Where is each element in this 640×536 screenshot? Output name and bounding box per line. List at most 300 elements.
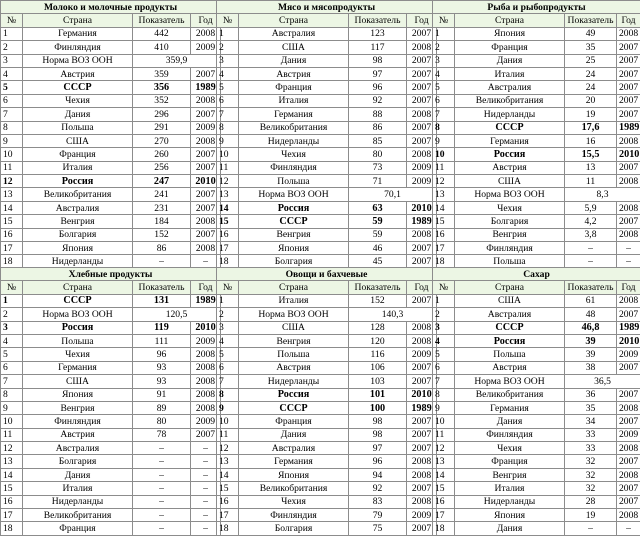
row-number: 13 — [1, 188, 23, 201]
header-year: Год — [407, 14, 437, 27]
row-country: Финляндия — [455, 428, 565, 441]
table-row — [217, 415, 437, 428]
row-year: 2007 — [617, 41, 640, 54]
row-year: 2007 — [617, 54, 640, 67]
row-value: 86 — [349, 121, 407, 134]
row-value: 291 — [133, 121, 191, 134]
row-country: СССР — [455, 321, 565, 334]
table-row — [217, 482, 437, 495]
row-country: Россия — [239, 388, 349, 401]
row-country: Германия — [239, 455, 349, 468]
table-row — [433, 321, 640, 334]
row-year: 2007 — [407, 294, 437, 307]
row-value: 33 — [565, 442, 617, 455]
row-country: Норма ВОЗ ООН — [239, 308, 349, 321]
table-title-row — [217, 268, 437, 281]
table-row — [217, 509, 437, 522]
row-number: 17 — [217, 242, 239, 255]
table-row — [1, 482, 221, 495]
table-title-row — [433, 1, 640, 14]
row-number: 15 — [217, 482, 239, 495]
table-title-row — [1, 268, 221, 281]
row-country: Болгария — [23, 228, 133, 241]
row-country: Австралия — [239, 27, 349, 40]
row-country: Россия — [23, 175, 133, 188]
row-country: Польша — [455, 255, 565, 268]
table-row — [433, 509, 640, 522]
table-fish — [432, 0, 640, 269]
table-title-row — [1, 1, 221, 14]
row-country: Чехия — [23, 94, 133, 107]
row-number: 14 — [433, 468, 455, 481]
row-value: 71 — [349, 175, 407, 188]
row-year: 2008 — [191, 27, 221, 40]
row-number: 17 — [1, 242, 23, 255]
row-value: 33 — [565, 428, 617, 441]
row-number: 7 — [217, 375, 239, 388]
row-value: 94 — [349, 468, 407, 481]
table-row — [433, 361, 640, 374]
row-value: 98 — [349, 415, 407, 428]
table-row — [1, 94, 221, 107]
table-row — [1, 509, 221, 522]
row-year: 2009 — [617, 348, 640, 361]
table-row — [433, 468, 640, 481]
row-value: – — [133, 468, 191, 481]
row-number: 9 — [217, 134, 239, 147]
row-value: 24 — [565, 67, 617, 80]
row-number: 6 — [1, 361, 23, 374]
row-number: 5 — [1, 348, 23, 361]
table-title: Хлебные продукты — [1, 268, 221, 281]
row-number: 9 — [1, 401, 23, 414]
row-value: 111 — [133, 334, 191, 347]
row-number: 17 — [217, 509, 239, 522]
row-number: 7 — [433, 108, 455, 121]
table-row — [1, 361, 221, 374]
row-value: 39 — [565, 348, 617, 361]
row-value: 39 — [565, 334, 617, 347]
header-year: Год — [191, 14, 221, 27]
row-year: 2009 — [191, 415, 221, 428]
row-number: 14 — [1, 201, 23, 214]
row-country: Дания — [239, 428, 349, 441]
table-row — [1, 228, 221, 241]
row-value: 59 — [349, 215, 407, 228]
row-country: Норма ВОЗ ООН — [455, 375, 565, 388]
row-number: 11 — [217, 428, 239, 441]
table-row — [217, 121, 437, 134]
table-title: Овощи и бахчевые — [217, 268, 437, 281]
row-country: США — [455, 294, 565, 307]
table-row — [433, 482, 640, 495]
table-sugar — [432, 267, 640, 536]
row-number: 3 — [1, 321, 23, 334]
row-value: 78 — [133, 428, 191, 441]
row-country: СССР — [239, 401, 349, 414]
table-row — [1, 188, 221, 201]
row-year: – — [191, 509, 221, 522]
table-row — [433, 134, 640, 147]
row-country: Финляндия — [23, 41, 133, 54]
table-row — [433, 161, 640, 174]
row-number: 2 — [1, 308, 23, 321]
row-number: 7 — [433, 375, 455, 388]
row-year: 2008 — [191, 134, 221, 147]
row-country: Венгрия — [23, 215, 133, 228]
row-number: 13 — [217, 455, 239, 468]
row-value: 16 — [565, 134, 617, 147]
row-year: 2008 — [407, 455, 437, 468]
row-number: 4 — [217, 67, 239, 80]
row-value: 19 — [565, 509, 617, 522]
row-value: 352 — [133, 94, 191, 107]
row-number: 4 — [433, 334, 455, 347]
row-value: 5,9 — [565, 201, 617, 214]
row-country: Великобритания — [239, 482, 349, 495]
table-row — [433, 294, 640, 307]
row-year: – — [191, 455, 221, 468]
table-title: Сахар — [433, 268, 640, 281]
header-value: Показатель — [133, 281, 191, 294]
row-year: 2008 — [191, 215, 221, 228]
header-country: Страна — [239, 14, 349, 27]
row-number: 17 — [433, 242, 455, 255]
row-country: Австрия — [23, 428, 133, 441]
row-value: 184 — [133, 215, 191, 228]
row-year: 2007 — [617, 455, 640, 468]
row-norm-value: 120,5 — [133, 308, 221, 321]
row-number: 14 — [217, 201, 239, 214]
row-year: 2007 — [407, 428, 437, 441]
row-year: 2007 — [617, 482, 640, 495]
row-number: 3 — [217, 321, 239, 334]
row-country: Австралия — [455, 308, 565, 321]
row-value: 38 — [565, 361, 617, 374]
row-year: 2007 — [191, 161, 221, 174]
header-num: № — [217, 14, 239, 27]
row-value: 4,2 — [565, 215, 617, 228]
table-row — [433, 67, 640, 80]
table-row — [1, 468, 221, 481]
row-year: 1989 — [191, 81, 221, 94]
row-country: СССР — [239, 215, 349, 228]
table-row — [217, 188, 437, 201]
row-country: Чехия — [239, 495, 349, 508]
row-value: 83 — [349, 495, 407, 508]
table-row — [217, 201, 437, 214]
header-value: Показатель — [349, 14, 407, 27]
row-year: 2007 — [617, 495, 640, 508]
row-year: 2010 — [191, 175, 221, 188]
row-value: 32 — [565, 455, 617, 468]
row-number: 1 — [433, 27, 455, 40]
row-value: 13 — [565, 161, 617, 174]
row-number: 16 — [1, 228, 23, 241]
header-value: Показатель — [565, 281, 617, 294]
table-row — [1, 334, 221, 347]
row-country: Нидерланды — [239, 375, 349, 388]
row-number: 1 — [217, 27, 239, 40]
row-year: 1989 — [407, 215, 437, 228]
row-value: 296 — [133, 108, 191, 121]
row-year: 2008 — [407, 334, 437, 347]
row-value: 410 — [133, 41, 191, 54]
table-row — [217, 67, 437, 80]
row-year: 2007 — [191, 428, 221, 441]
row-number: 5 — [217, 81, 239, 94]
row-number: 10 — [433, 148, 455, 161]
table-row — [217, 388, 437, 401]
table-row — [1, 375, 221, 388]
row-country: Нидерланды — [23, 495, 133, 508]
row-year: – — [191, 482, 221, 495]
row-country: Франция — [23, 522, 133, 535]
table-meat — [216, 0, 437, 269]
row-number: 16 — [433, 228, 455, 241]
row-country: Франция — [239, 81, 349, 94]
table-row — [433, 455, 640, 468]
row-country: Япония — [23, 388, 133, 401]
row-country: СССР — [23, 294, 133, 307]
row-year: 2008 — [191, 401, 221, 414]
table-row — [433, 201, 640, 214]
table-row — [433, 175, 640, 188]
row-value: 97 — [349, 442, 407, 455]
row-country: Норма ВОЗ ООН — [239, 188, 349, 201]
header-year: Год — [191, 281, 221, 294]
row-number: 16 — [217, 228, 239, 241]
table-row — [217, 41, 437, 54]
table-title-row — [433, 268, 640, 281]
row-country: Польша — [455, 348, 565, 361]
row-year: 2008 — [191, 388, 221, 401]
table-row — [433, 401, 640, 414]
row-value: 24 — [565, 81, 617, 94]
row-country: Германия — [455, 401, 565, 414]
row-country: Великобритания — [455, 94, 565, 107]
table-row — [217, 175, 437, 188]
table-row — [217, 348, 437, 361]
row-value: 61 — [565, 294, 617, 307]
header-num: № — [217, 281, 239, 294]
header-num: № — [1, 14, 23, 27]
table-header-row — [1, 281, 221, 294]
row-year: 2008 — [617, 175, 640, 188]
row-year: 2007 — [191, 67, 221, 80]
row-year: 2007 — [191, 108, 221, 121]
row-year: 2008 — [407, 108, 437, 121]
row-value: 97 — [349, 67, 407, 80]
table-row — [433, 442, 640, 455]
row-number: 3 — [1, 54, 23, 67]
row-value: 119 — [133, 321, 191, 334]
row-country: Чехия — [23, 348, 133, 361]
row-number: 11 — [433, 428, 455, 441]
row-number: 8 — [217, 121, 239, 134]
row-country: США — [23, 134, 133, 147]
row-country: США — [239, 321, 349, 334]
row-country: Нидерланды — [455, 108, 565, 121]
row-year: 2008 — [617, 134, 640, 147]
row-country: Япония — [239, 242, 349, 255]
row-number: 8 — [217, 388, 239, 401]
row-year: 2007 — [407, 27, 437, 40]
row-country: Чехия — [455, 442, 565, 455]
table-row — [1, 201, 221, 214]
row-year: 2007 — [191, 188, 221, 201]
row-number: 13 — [217, 188, 239, 201]
row-value: 270 — [133, 134, 191, 147]
row-number: 13 — [433, 188, 455, 201]
header-country: Страна — [455, 14, 565, 27]
row-year: 2008 — [617, 27, 640, 40]
row-number: 2 — [433, 308, 455, 321]
row-value: 3,8 — [565, 228, 617, 241]
row-country: Япония — [239, 468, 349, 481]
table-row — [1, 161, 221, 174]
row-number: 11 — [217, 161, 239, 174]
table-row — [433, 388, 640, 401]
row-number: 7 — [217, 108, 239, 121]
table-row — [1, 81, 221, 94]
row-value: 247 — [133, 175, 191, 188]
table-row — [1, 175, 221, 188]
row-country: Италия — [455, 67, 565, 80]
row-value: 15,5 — [565, 148, 617, 161]
row-year: 2008 — [407, 228, 437, 241]
row-value: 11 — [565, 175, 617, 188]
row-number: 10 — [217, 415, 239, 428]
row-year: 2008 — [191, 242, 221, 255]
row-year: 2007 — [617, 361, 640, 374]
row-country: Норма ВОЗ ООН — [455, 188, 565, 201]
row-value: 36 — [565, 388, 617, 401]
row-value: 92 — [349, 94, 407, 107]
row-country: Дания — [23, 468, 133, 481]
row-year: – — [617, 255, 640, 268]
row-value: 63 — [349, 201, 407, 214]
row-number: 9 — [217, 401, 239, 414]
table-row — [217, 442, 437, 455]
row-value: – — [133, 495, 191, 508]
table-header-row — [217, 281, 437, 294]
table-row — [217, 455, 437, 468]
row-number: 5 — [433, 348, 455, 361]
row-year: 2008 — [407, 495, 437, 508]
table-row — [433, 495, 640, 508]
row-country: США — [23, 375, 133, 388]
row-year: 2007 — [407, 67, 437, 80]
row-value: 152 — [349, 294, 407, 307]
header-num: № — [433, 14, 455, 27]
row-country: Нидерланды — [455, 495, 565, 508]
row-number: 8 — [1, 121, 23, 134]
table-row — [433, 308, 640, 321]
row-country: Япония — [455, 27, 565, 40]
row-value: 48 — [565, 308, 617, 321]
table-row — [217, 148, 437, 161]
table-row — [433, 348, 640, 361]
row-number: 12 — [433, 175, 455, 188]
row-number: 2 — [217, 308, 239, 321]
row-value: – — [565, 242, 617, 255]
row-year: 1989 — [617, 321, 640, 334]
row-country: Польша — [239, 175, 349, 188]
row-number: 9 — [433, 401, 455, 414]
row-country: США — [239, 41, 349, 54]
row-country: СССР — [455, 121, 565, 134]
row-country: Финляндия — [23, 415, 133, 428]
row-value: 79 — [349, 509, 407, 522]
row-value: 96 — [133, 348, 191, 361]
table-row — [217, 134, 437, 147]
row-number: 2 — [217, 41, 239, 54]
row-country: Финляндия — [239, 509, 349, 522]
row-value: 75 — [349, 522, 407, 535]
row-country: Австралия — [455, 81, 565, 94]
row-value: – — [565, 255, 617, 268]
row-country: Болгария — [239, 255, 349, 268]
row-value: 241 — [133, 188, 191, 201]
table-row — [217, 27, 437, 40]
row-number: 18 — [433, 522, 455, 535]
table-header-row — [433, 281, 640, 294]
row-number: 18 — [433, 255, 455, 268]
row-year: – — [617, 522, 640, 535]
row-year: 2007 — [407, 255, 437, 268]
table-row — [217, 54, 437, 67]
row-number: 12 — [217, 442, 239, 455]
row-country: Нидерланды — [239, 134, 349, 147]
row-year: 2007 — [407, 81, 437, 94]
row-year: 2010 — [407, 388, 437, 401]
row-country: Польша — [23, 121, 133, 134]
table-title-row — [217, 1, 437, 14]
row-country: Норма ВОЗ ООН — [23, 54, 133, 67]
table-row — [1, 134, 221, 147]
table-row — [433, 81, 640, 94]
row-year: 2008 — [617, 468, 640, 481]
row-year: 2007 — [407, 361, 437, 374]
table-row — [433, 27, 640, 40]
row-year: – — [191, 495, 221, 508]
row-country: Австрия — [455, 361, 565, 374]
table-row — [433, 188, 640, 201]
row-value: 98 — [349, 54, 407, 67]
row-year: 2008 — [407, 41, 437, 54]
table-row — [433, 428, 640, 441]
row-number: 4 — [433, 67, 455, 80]
row-value: 59 — [349, 228, 407, 241]
row-value: 106 — [349, 361, 407, 374]
row-year: 2008 — [191, 94, 221, 107]
row-country: Чехия — [239, 148, 349, 161]
row-country: Германия — [23, 361, 133, 374]
row-year: – — [191, 522, 221, 535]
row-value: 92 — [349, 482, 407, 495]
table-header-row — [433, 14, 640, 27]
table-row — [1, 67, 221, 80]
row-year: 2007 — [191, 201, 221, 214]
row-number: 4 — [217, 334, 239, 347]
row-value: 356 — [133, 81, 191, 94]
row-value: 80 — [133, 415, 191, 428]
row-number: 6 — [217, 361, 239, 374]
header-country: Страна — [23, 281, 133, 294]
table-row — [1, 294, 221, 307]
table-row — [217, 294, 437, 307]
